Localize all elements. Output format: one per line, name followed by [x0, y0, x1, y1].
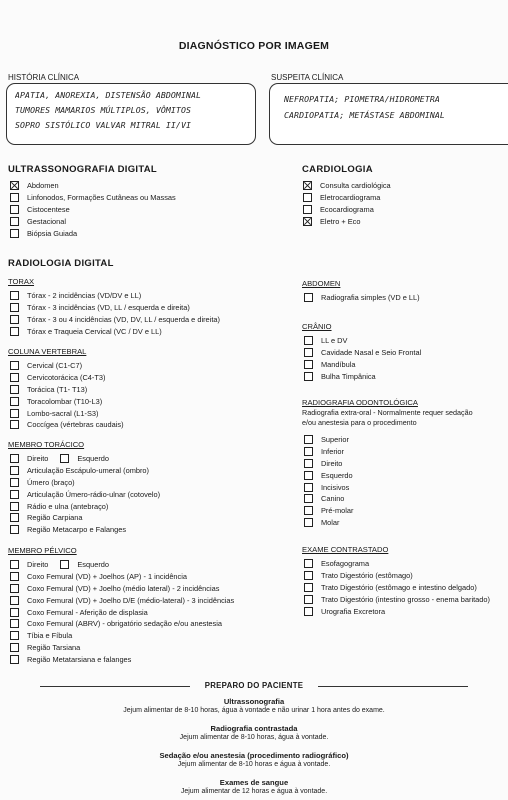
checkbox[interactable] [304, 518, 313, 527]
checkbox[interactable] [304, 459, 313, 468]
checkbox[interactable] [10, 229, 19, 238]
coluna-list [10, 360, 124, 431]
list-item[interactable]: Lombo-sacral (L1-S3) [10, 407, 124, 419]
preparo-title-2: Radiografia contrastada [210, 724, 298, 733]
list-item[interactable]: Tíbia e Fíbula [10, 630, 234, 642]
checkbox[interactable] [10, 655, 19, 664]
ultrassonografia-heading: ULTRASSONOGRAFIA DIGITAL [8, 164, 157, 175]
checkbox[interactable] [304, 372, 313, 381]
suspeita-clinica-field[interactable] [269, 83, 508, 145]
checkbox[interactable] [303, 193, 312, 202]
odonto-heading: RADIOGRAFIA ODONTOLÓGICA [302, 398, 418, 407]
checkbox[interactable] [10, 409, 19, 418]
membro-pelvico-list [10, 559, 234, 665]
checkbox[interactable] [10, 572, 19, 581]
list-item[interactable]: Cervical (C1-C7) [10, 360, 124, 372]
checkbox[interactable] [304, 583, 313, 592]
cardiologia-heading: CARDIOLOGIA [302, 164, 373, 175]
checkbox[interactable] [304, 336, 313, 345]
list-item[interactable]: Molar [304, 517, 353, 529]
list-item[interactable]: Região Metatarsiana e falanges [10, 653, 234, 665]
list-item[interactable]: Superior [304, 434, 353, 446]
checkbox[interactable] [304, 447, 313, 456]
list-item[interactable]: Incisivos [304, 481, 353, 493]
checkbox[interactable] [10, 303, 19, 312]
list-item[interactable]: Região Metacarpo e Falanges [10, 524, 160, 536]
list-item[interactable]: Pré-molar [304, 505, 353, 517]
list-item[interactable]: Eletrocardiograma [303, 192, 391, 204]
cranio-heading: CRÂNIO [302, 322, 332, 331]
list-item[interactable]: Direito [304, 458, 353, 470]
checkbox[interactable] [10, 643, 19, 652]
page-title: DIAGNÓSTICO POR IMAGEM [178, 40, 330, 52]
list-item[interactable]: Trato Digestório (estômago) [304, 570, 490, 582]
checkbox[interactable] [10, 596, 19, 605]
list-item[interactable]: Esquerdo [304, 469, 353, 481]
preparo-text-2: Jejum alimentar de 8-10 horas, água à vontade. [179, 734, 329, 741]
list-item[interactable]: Cistocentese [10, 204, 176, 216]
checkbox[interactable] [10, 608, 19, 617]
list-item[interactable]: Torácica (T1- T13) [10, 384, 124, 396]
suspeita-line-1: NEFROPATIA; PIOMETRA/HIDROMETRA [284, 94, 440, 104]
coluna-heading: COLUNA VERTEBRAL [8, 347, 87, 356]
list-item[interactable]: Articulação Escápulo-umeral (ombro) [10, 465, 160, 477]
checkbox[interactable] [304, 607, 313, 616]
suspeita-line-2: CARDIOPATIA; METÁSTASE ABDOMINAL [284, 110, 445, 120]
preparo-heading: PREPARO DO PACIENTE [204, 681, 304, 690]
preparo-text-4: Jejum alimentar de 12 horas e água à vontade. [180, 788, 328, 795]
checkbox[interactable] [10, 193, 19, 202]
checkbox[interactable] [10, 478, 19, 487]
list-item[interactable]: Úmero (braço) [10, 477, 160, 489]
preparo-title-1: Ultrassonografia [223, 697, 285, 706]
checkbox[interactable] [304, 595, 313, 604]
radiologia-heading: RADIOLOGIA DIGITAL [8, 258, 114, 269]
contrastado-heading: EXAME CONTRASTADO [302, 545, 389, 554]
checkbox[interactable] [10, 513, 19, 522]
suspeita-clinica-label: SUSPEITA CLÍNICA [271, 73, 344, 82]
checkbox-esquerdo[interactable] [60, 454, 69, 463]
list-item[interactable]: Rádio e ulna (antebraço) [10, 500, 160, 512]
list-item[interactable]: Gestacional [10, 215, 176, 227]
odonto-note-1: Radiografia extra-oral - Normalmente requer sedação [302, 408, 473, 417]
list-item[interactable]: Trato Digestório (intestino grosso - enema baritado) [304, 593, 490, 605]
odonto-list [304, 434, 353, 528]
checkbox[interactable] [10, 217, 19, 226]
checkbox[interactable] [304, 471, 313, 480]
checkbox[interactable] [10, 397, 19, 406]
list-item[interactable]: Urografia Excretora [304, 605, 490, 617]
list-item[interactable]: Trato Digestório (estômago e intestino delgado) [304, 582, 490, 594]
contrastado-list [304, 558, 490, 617]
list-item[interactable]: Coxo Femural (VD) + Joelho D/E (médio-lateral) - 3 incidências [10, 594, 234, 606]
list-item[interactable]: LL e DV [304, 335, 421, 347]
checkbox-direito[interactable] [10, 454, 19, 463]
checkbox[interactable] [304, 559, 313, 568]
checkbox[interactable] [10, 502, 19, 511]
list-item[interactable]: Região Tarsiana [10, 642, 234, 654]
checkbox[interactable] [10, 205, 19, 214]
historia-line-2: TUMORES MAMARIOS MÚLTIPLOS, VÔMITOS [15, 105, 192, 115]
checkbox[interactable] [304, 435, 313, 444]
odonto-note-2: e/ou anestesia para o procedimento [302, 418, 417, 427]
checkbox-esquerdo[interactable] [60, 560, 69, 569]
list-item[interactable]: Canino [304, 493, 353, 505]
abdomen-heading: ABDOMEN [302, 279, 341, 288]
abdomen-list [304, 292, 420, 304]
checkbox[interactable] [10, 315, 19, 324]
list-item[interactable]: Linfonodos, Formações Cutâneas ou Massas [10, 192, 176, 204]
side-selector: Direito Esquerdo [10, 559, 234, 571]
list-item[interactable]: Mandíbula [304, 359, 421, 371]
membro-pelvico-heading: MEMBRO PÉLVICO [8, 546, 77, 555]
cardiologia-list [303, 180, 391, 227]
side-selector: Direito Esquerdo [10, 453, 160, 465]
checkbox[interactable] [304, 293, 313, 302]
historia-clinica-field[interactable] [6, 83, 256, 145]
list-item[interactable]: Ecocardiograma [303, 204, 391, 216]
list-item[interactable]: Esofagograma [304, 558, 490, 570]
list-item[interactable]: Coxo Femural (VD) + Joelho (médio lateral) - 2 incidências [10, 583, 234, 595]
preparo-text-1: Jejum alimentar de 8-10 horas, água à vontade e não urinar 1 hora antes do exame. [123, 707, 385, 714]
list-item[interactable]: Coccígea (vértebras caudais) [10, 419, 124, 431]
list-item[interactable]: Toracolombar (T10-L3) [10, 395, 124, 407]
checkbox[interactable] [10, 466, 19, 475]
torax-heading: TORAX [8, 277, 35, 286]
list-item[interactable]: Consulta cardiológica [303, 180, 391, 192]
checkbox[interactable] [304, 494, 313, 503]
list-item[interactable]: Tórax - 3 ou 4 incidências (VD, DV, LL / esquerda e direita) [10, 314, 220, 326]
checkbox[interactable] [10, 619, 19, 628]
list-item[interactable]: Tórax - 3 incidências (VD, LL / esquerda e direita) [10, 302, 220, 314]
historia-line-3: SOPRO SISTÓLICO VALVAR MITRAL II/VI [15, 120, 192, 130]
checkbox[interactable] [10, 181, 19, 190]
checkbox[interactable] [304, 360, 313, 369]
checkbox[interactable] [10, 291, 19, 300]
list-item[interactable]: Região Carpiana [10, 512, 160, 524]
checkbox[interactable] [304, 571, 313, 580]
list-item[interactable]: Coxo Femural (VD) + Joelhos (AP) - 1 incidência [10, 571, 234, 583]
torax-list [10, 290, 220, 337]
checkbox[interactable] [10, 631, 19, 640]
cranio-list [304, 335, 421, 382]
checkbox[interactable] [10, 327, 19, 336]
checkbox[interactable] [10, 420, 19, 429]
checkbox[interactable] [304, 506, 313, 515]
list-item[interactable]: Coxo Femural - Aferição de displasia [10, 606, 234, 618]
checkbox[interactable] [304, 348, 313, 357]
list-item[interactable]: Coxo Femural (ABRV) - obrigatório sedação e/ou anestesia [10, 618, 234, 630]
checkbox[interactable] [10, 385, 19, 394]
list-item[interactable]: Cervicotorácica (C4-T3) [10, 372, 124, 384]
preparo-title-4: Exames de sangue [219, 778, 289, 787]
checkbox[interactable] [303, 181, 312, 190]
checkbox-direito[interactable] [10, 560, 19, 569]
checkbox[interactable] [10, 584, 19, 593]
list-item[interactable]: Cavidade Nasal e Seio Frontal [304, 347, 421, 359]
list-item[interactable]: Bulha Timpânica [304, 370, 421, 382]
list-item[interactable]: Biópsia Guiada [10, 227, 176, 239]
checkbox[interactable] [10, 373, 19, 382]
checkbox[interactable] [303, 205, 312, 214]
ultrassonografia-list [10, 180, 176, 239]
preparo-title-3: Sedação e/ou anestesia (procedimento radiográfico) [159, 751, 349, 760]
checkbox[interactable] [10, 361, 19, 370]
checkbox[interactable] [303, 217, 312, 226]
historia-clinica-label: HISTÓRIA CLÍNICA [8, 73, 80, 82]
list-item[interactable]: Inferior [304, 446, 353, 458]
list-item[interactable]: Tórax - 2 incidências (VD/DV e LL) [10, 290, 220, 302]
list-item[interactable]: Eletro + Eco [303, 215, 391, 227]
checkbox[interactable] [10, 490, 19, 499]
checkbox[interactable] [304, 483, 313, 492]
list-item[interactable]: Abdomen [10, 180, 176, 192]
preparo-text-3: Jejum alimentar de 8-10 horas e água à vontade. [177, 761, 331, 768]
list-item[interactable]: Radiografia simples (VD e LL) [304, 292, 420, 304]
membro-toracico-list [10, 453, 160, 536]
historia-line-1: APATIA, ANOREXIA, DISTENSÃO ABDOMINAL [15, 90, 202, 100]
membro-toracico-heading: MEMBRO TORÁCICO [8, 440, 85, 449]
list-item[interactable]: Articulação Úmero-rádio-ulnar (cotovelo) [10, 488, 160, 500]
checkbox[interactable] [10, 525, 19, 534]
list-item[interactable]: Tórax e Traqueia Cervical (VC / DV e LL) [10, 325, 220, 337]
